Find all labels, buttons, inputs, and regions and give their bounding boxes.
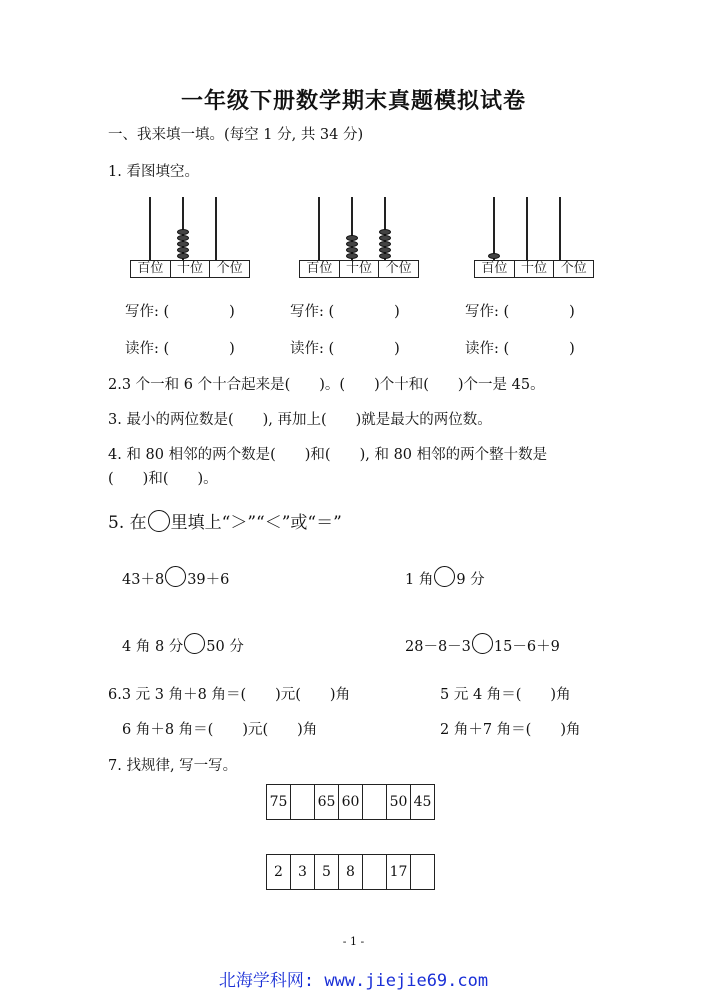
sequence-cell-blank[interactable]	[363, 785, 387, 820]
question-6-line-2-left: 6 角＋8 角＝( )元( )角	[122, 722, 318, 738]
place-label-hundreds: 百位	[131, 261, 171, 277]
compare-item-1: 43＋8 39＋6	[122, 566, 229, 589]
question-4-line-2: ( )和( )。	[108, 471, 218, 487]
page-number: - 1 -	[342, 935, 365, 948]
abacus-bead	[346, 235, 358, 241]
place-label-ones: 个位	[216, 261, 243, 276]
sequence-cell: 17	[387, 855, 411, 890]
place-label-ones: 个位	[560, 261, 587, 276]
section-heading: 一、我来填一填。(每空 1 分, 共 34 分)	[108, 127, 364, 143]
place-label-hundreds: 百位	[300, 261, 340, 277]
compare-circle-icon[interactable]	[184, 633, 205, 654]
place-label-tens: 十位	[171, 261, 211, 277]
sequence-cell: 2	[267, 855, 291, 890]
question-2: 2.3 个一和 6 个十合起来是( )。( )个十和( )个一是 45。	[108, 377, 545, 393]
read-answer-3[interactable]: 读作: ( )	[465, 341, 575, 357]
compare-item-4: 28－8－3 15－6＋9	[405, 633, 560, 656]
question-3: 3. 最小的两位数是( ), 再加上( )就是最大的两位数。	[108, 412, 492, 428]
sequence-table-2	[266, 854, 435, 890]
question-5-label: 5. 在 里填上“＞”“＜”或“＝”	[108, 508, 342, 533]
write-answer-2[interactable]: 写作: ( )	[290, 304, 400, 320]
compare-circle-icon[interactable]	[472, 633, 493, 654]
sequence-cell: 50	[387, 785, 411, 820]
question-6-line-1-right: 5 元 4 角＝( )角	[440, 687, 571, 703]
sequence-cell: 65	[315, 785, 339, 820]
abacus-bead	[177, 241, 189, 247]
abacus-bead	[177, 247, 189, 253]
sequence-cell: 60	[339, 785, 363, 820]
read-answer-1[interactable]: 读作: ( )	[125, 341, 235, 357]
abacus-1	[130, 196, 250, 278]
abacus-bead	[177, 229, 189, 235]
sequence-cell-blank[interactable]	[363, 855, 387, 890]
place-label-tens: 十位	[340, 261, 380, 277]
abacus-2	[299, 196, 419, 278]
sequence-cell: 3	[291, 855, 315, 890]
question-1-label: 1. 看图填空。	[108, 164, 199, 180]
compare-circle-icon[interactable]	[165, 566, 186, 587]
question-4-line-1: 4. 和 80 相邻的两个数是( )和( ), 和 80 相邻的两个整十数是	[108, 447, 548, 463]
abacus-bead	[488, 253, 500, 259]
write-answer-1[interactable]: 写作: ( )	[125, 304, 235, 320]
sequence-cell: 8	[339, 855, 363, 890]
abacus-3	[474, 196, 594, 278]
place-label-tens: 十位	[515, 261, 555, 277]
abacus-bead	[177, 235, 189, 241]
abacus-bead	[379, 247, 391, 253]
abacus-bead	[177, 253, 189, 259]
footer-watermark: 北海学科网: www.jiejie69.com	[218, 971, 489, 991]
write-answer-3[interactable]: 写作: ( )	[465, 304, 575, 320]
abacus-bead	[346, 253, 358, 259]
question-7-label: 7. 找规律, 写一写。	[108, 758, 238, 774]
abacus-bead	[346, 247, 358, 253]
compare-item-2: 1 角 9 分	[405, 566, 485, 589]
sequence-table-1	[266, 784, 435, 820]
compare-item-3: 4 角 8 分 50 分	[122, 633, 244, 656]
place-label-ones: 个位	[385, 261, 412, 276]
read-answer-2[interactable]: 读作: ( )	[290, 341, 400, 357]
abacus-bead	[379, 253, 391, 259]
page-title: 一年级下册数学期末真题模拟试卷	[180, 89, 526, 114]
sequence-cell-blank[interactable]	[411, 855, 435, 890]
sequence-cell: 75	[267, 785, 291, 820]
abacus-bead	[379, 229, 391, 235]
abacus-bead	[346, 241, 358, 247]
place-label-hundreds: 百位	[475, 261, 515, 277]
question-6-line-2-right: 2 角＋7 角＝( )角	[440, 722, 581, 738]
sequence-cell: 45	[411, 785, 435, 820]
sequence-cell-blank[interactable]	[291, 785, 315, 820]
compare-circle-icon[interactable]	[434, 566, 455, 587]
abacus-bead	[379, 241, 391, 247]
abacus-bead	[379, 235, 391, 241]
sequence-cell: 5	[315, 855, 339, 890]
question-6-line-1-left: 6.3 元 3 角＋8 角＝( )元( )角	[108, 687, 351, 703]
compare-circle-icon	[148, 510, 170, 532]
